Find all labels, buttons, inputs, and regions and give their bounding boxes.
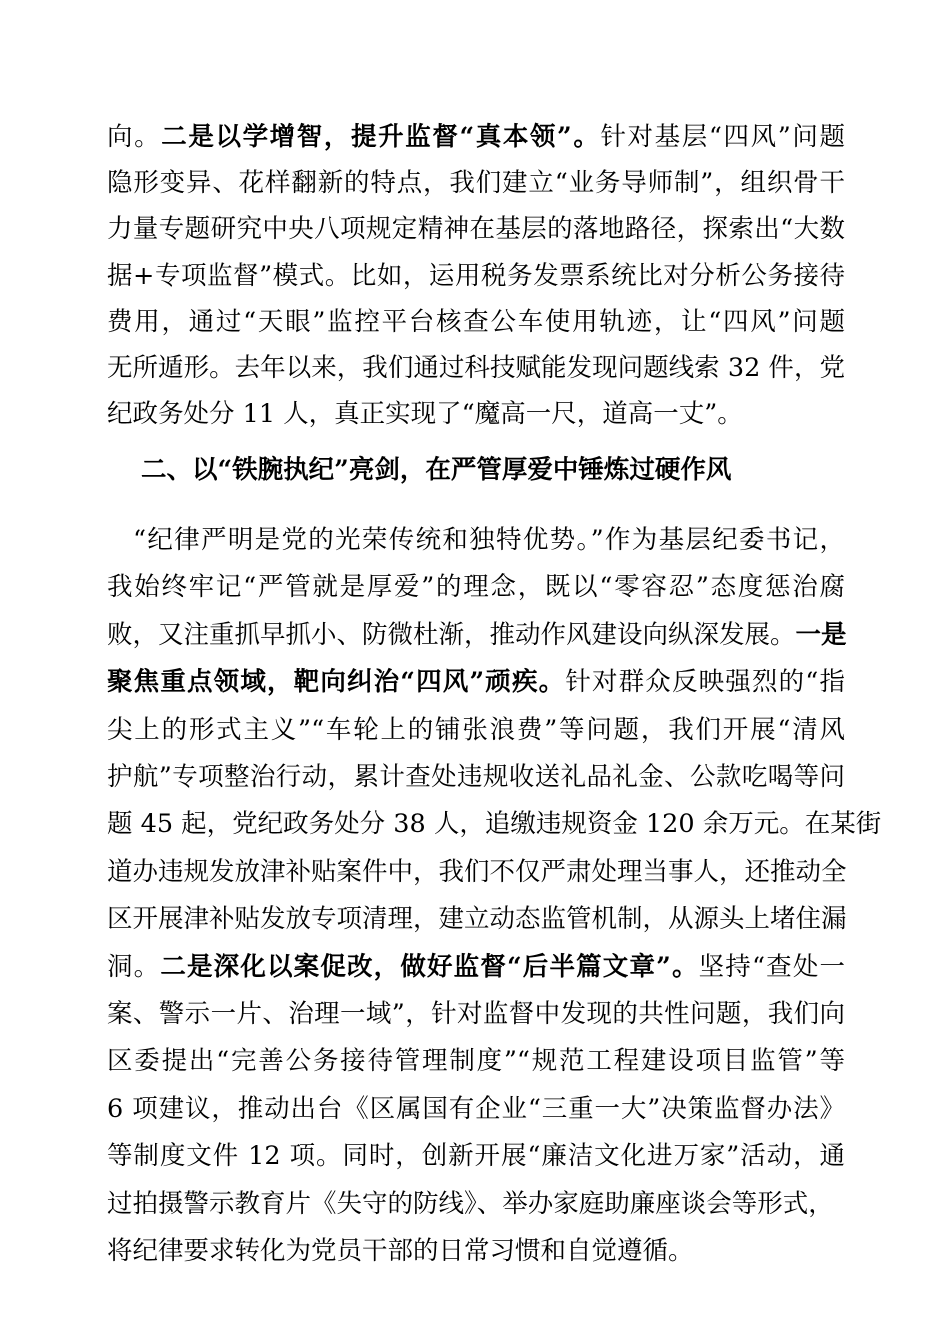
text-segment: 隐形变异、花样翻新的特点，我们建立“业务导师制”，组织骨干 — [107, 168, 845, 199]
text-segment: 尖上的形式主义”“车轮上的铺张浪费”等问题，我们开展“清风 — [107, 714, 845, 745]
text-line — [107, 667, 845, 697]
text-segment: 区开展津补贴发放专项清理，建立动态监管机制，从源头上堵住漏 — [107, 904, 847, 935]
text-line — [107, 857, 845, 887]
section-heading: 二、以“铁腕执纪”亮剑，在严管厚爱中锤炼过硬作风 — [141, 455, 732, 485]
text-segment: 败，又注重抓早抓小、防微杜渐，推动作风建设向纵深发展。 — [107, 619, 796, 650]
text-segment: 等制度文件 12 项。同时，创新开展“廉洁文化进万家”活动，通 — [107, 1141, 845, 1172]
text-segment: 针对基层“四风”问题 — [600, 122, 845, 152]
text-segment: 6 项建议，推动出台《区属国有企业“三重一大”决策监督办法》 — [107, 1093, 845, 1124]
text-line — [107, 307, 845, 337]
text-segment: 过拍摄警示教育片《失守的防线》、举办家庭助廉座谈会等形式， — [107, 1188, 834, 1219]
text-line — [133, 525, 845, 555]
text-line — [107, 999, 845, 1029]
text-segment: 无所遁形。去年以来，我们通过科技赋能发现问题线索 32 件，党 — [107, 353, 845, 383]
text-segment: 洞。 — [107, 951, 161, 982]
text-line — [107, 952, 845, 982]
text-line — [107, 353, 845, 383]
bold-text: 一是 — [795, 619, 847, 650]
text-segment: 道办违规发放津补贴案件中，我们不仅严肃处理当事人，还推动全 — [107, 856, 847, 887]
bold-text: 二是深化以案促改，做好监督“后半篇文章”。 — [160, 951, 699, 982]
text-segment: 题 45 起，党纪政务处分 38 人，追缴违规资金 120 余万元。在某街 — [107, 809, 882, 840]
text-line — [107, 1141, 845, 1171]
text-line — [107, 214, 845, 244]
text-line — [107, 620, 845, 650]
text-segment: “纪律严明是党的光荣传统和独特优势。”作为基层纪委书记， — [133, 525, 845, 555]
text-line — [107, 1094, 845, 1124]
text-line — [107, 261, 845, 291]
text-segment: 护航”专项整治行动，累计查处违规收送礼品礼金、公款吃喝等问 — [107, 762, 845, 792]
text-line — [107, 1236, 845, 1266]
bold-text: 聚焦重点领域，靶向纠治“四风”顽疾。 — [107, 667, 566, 698]
text-segment: 针对群众反映强烈的“指 — [565, 667, 845, 698]
text-line — [107, 168, 845, 198]
text-segment: 力量专题研究中央八项规定精神在基层的落地路径，探索出“大数 — [107, 214, 845, 245]
text-line — [107, 809, 882, 840]
text-segment: 我始终牢记“严管就是厚爱”的理念，既以“零容忍”态度惩治腐 — [107, 572, 845, 603]
text-segment: 据+专项监督”模式。比如，运用税务发票系统比对分析公务接待 — [107, 260, 845, 291]
text-segment: 坚持“查处一 — [698, 951, 845, 982]
bold-text: 二是以学增智，提升监督“真本领”。 — [161, 122, 601, 152]
text-line — [107, 572, 845, 602]
text-line — [107, 399, 845, 429]
text-line — [107, 762, 845, 792]
text-segment: 纪政务处分 11 人，真正实现了“魔高一尺，道高一丈”。 — [107, 399, 743, 430]
text-segment: 向。 — [107, 122, 162, 152]
text-segment: 将纪律要求转化为党员干部的日常习惯和自觉遵循。 — [107, 1236, 694, 1266]
text-segment: 区委提出“完善公务接待管理制度”“规范工程建设项目监管”等 — [107, 1046, 845, 1077]
text-segment: 案、警示一片、治理一域”，针对监督中发现的共性问题，我们向 — [107, 999, 845, 1029]
text-segment: 费用，通过“天眼”监控平台核查公车使用轨迹，让“四风”问题 — [107, 306, 845, 337]
text-line — [107, 715, 845, 745]
text-line — [107, 904, 845, 934]
text-line — [107, 122, 845, 152]
text-line — [107, 1189, 845, 1219]
text-line — [107, 1046, 845, 1076]
